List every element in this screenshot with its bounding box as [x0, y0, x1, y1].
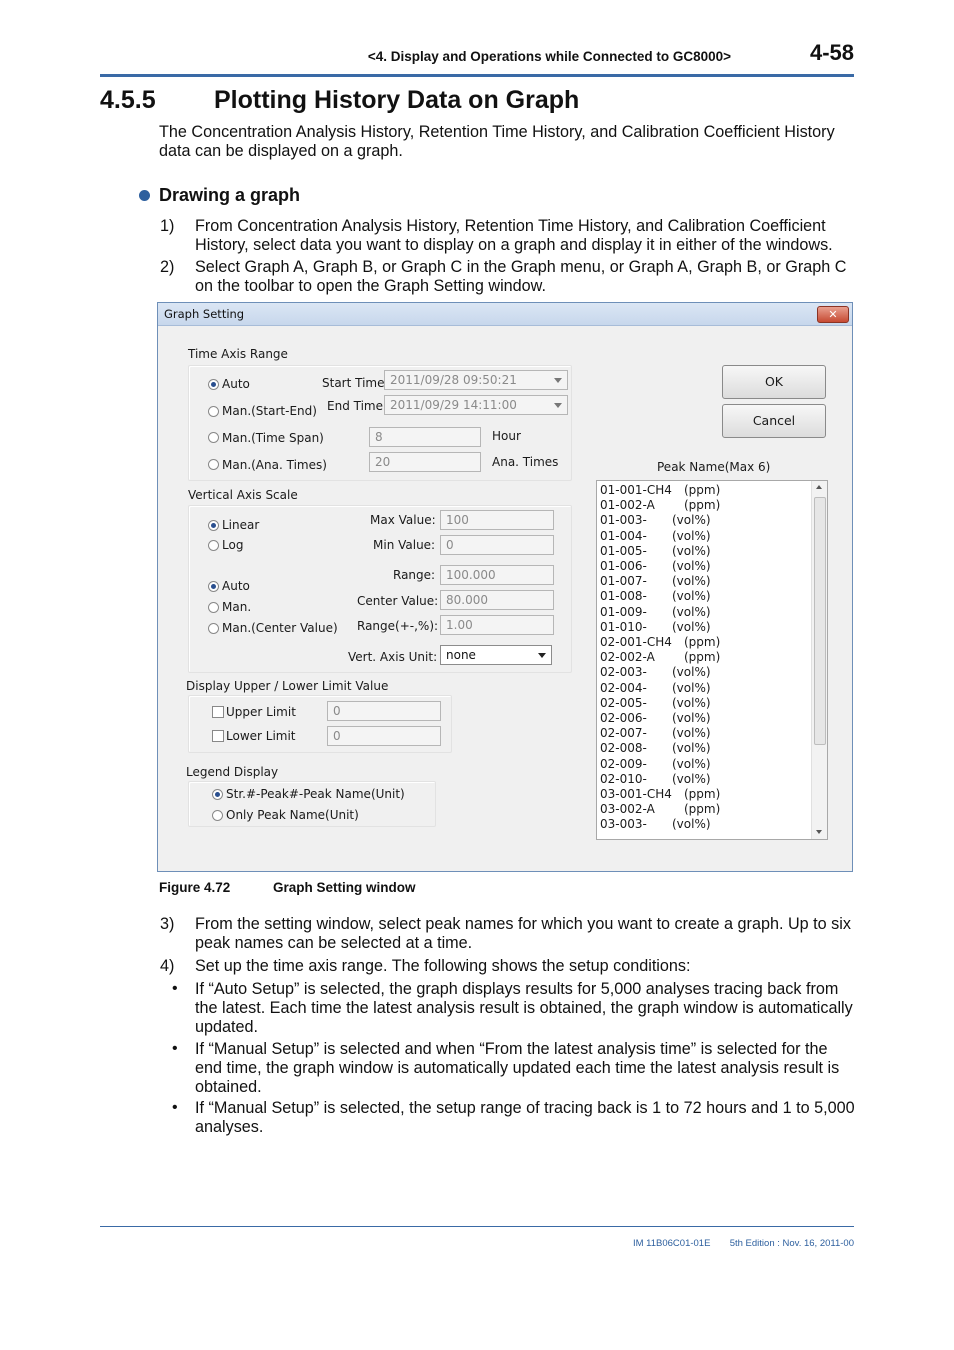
scroll-up-icon[interactable]	[816, 485, 822, 489]
lower-limit-checkbox[interactable]	[212, 730, 224, 742]
scrollbar[interactable]	[811, 481, 827, 839]
footer	[633, 1238, 854, 1249]
peak-name: 02-003-	[600, 665, 647, 680]
ana-times-label: Ana. Times	[492, 455, 559, 469]
scrollbar-thumb[interactable]	[814, 497, 826, 745]
radio-label: Log	[222, 538, 244, 552]
max-value-input[interactable]: 100	[440, 510, 554, 530]
min-value-input[interactable]: 0	[440, 535, 554, 555]
step-text: From the setting window, select peak names for which you want to create a graph. Up to six peak names can be selected at a time.	[195, 915, 851, 952]
max-value-label: Max Value:	[370, 513, 436, 527]
intro-paragraph: The Concentration Analysis History, Retention Time History, and Calibration Coefficient History data can be displayed on a graph.	[159, 123, 835, 160]
peak-unit: (vol%)	[672, 680, 711, 695]
peak-name: 02-010-	[600, 771, 647, 786]
close-icon[interactable]: ✕	[817, 306, 849, 323]
peak-name: 01-002-A	[600, 498, 655, 513]
bullet-icon: •	[172, 980, 178, 997]
center-value-label: Center Value:	[357, 594, 439, 608]
hour-input[interactable]: 8	[369, 427, 481, 447]
peak-unit: (ppm)	[684, 483, 721, 497]
peak-name: 02-005-	[600, 695, 647, 710]
radio-scale-man[interactable]	[208, 602, 219, 613]
chevron-down-icon	[538, 653, 546, 658]
peak-unit: (vol%)	[672, 543, 711, 558]
peak-unit: (ppm)	[684, 650, 721, 665]
peak-name: 03-001-CH4	[600, 787, 672, 801]
start-time-label: Start Time	[322, 376, 385, 390]
checkbox-label: Lower Limit	[226, 729, 296, 743]
peak-unit: (ppm)	[684, 635, 721, 649]
peak-unit: (vol%)	[672, 726, 711, 741]
peak-unit: (ppm)	[684, 787, 721, 801]
radio-label: Man.	[222, 600, 252, 614]
radio-label: Auto	[222, 377, 250, 391]
upper-limit-checkbox[interactable]	[212, 706, 224, 718]
radio-time-auto[interactable]	[208, 379, 219, 390]
chevron-down-icon	[554, 403, 562, 408]
header-rule	[100, 74, 854, 77]
peak-unit: (ppm)	[684, 498, 721, 513]
min-value-label: Min Value:	[373, 538, 436, 552]
radio-linear[interactable]	[208, 520, 219, 531]
peak-unit: (vol%)	[672, 589, 711, 604]
cancel-button[interactable]: Cancel	[722, 404, 826, 438]
peak-unit: (vol%)	[672, 619, 711, 634]
dialog-title: Graph Setting	[164, 307, 245, 321]
radio-time-man-ana[interactable]	[208, 459, 219, 470]
peak-unit: (vol%)	[672, 695, 711, 710]
peak-name: 02-006-	[600, 711, 647, 725]
peak-name: 01-009-	[600, 604, 647, 619]
peak-name: 03-003-	[600, 817, 647, 832]
peak-name: 03-002-A	[600, 802, 655, 817]
doc-id: IM 11B06C01-01E	[632, 1238, 711, 1249]
ana-times-input[interactable]: 20	[369, 452, 481, 472]
figure-number: Figure 4.72	[159, 880, 231, 895]
peak-name: 02-009-	[600, 756, 647, 771]
bullet-icon	[139, 190, 150, 201]
bullet-icon: •	[172, 1099, 178, 1116]
radio-label: Str.#-Peak#-Peak Name(Unit)	[226, 787, 405, 801]
peak-unit: (vol%)	[672, 559, 711, 573]
center-value-input[interactable]: 80.000	[440, 590, 554, 610]
figure-caption: Graph Setting window	[273, 880, 416, 895]
radio-label: Man.(Ana. Times)	[222, 458, 327, 472]
end-time-label: End Time	[327, 399, 383, 413]
peak-unit: (vol%)	[672, 817, 711, 832]
vert-axis-unit-label: Vert. Axis Unit:	[348, 650, 438, 664]
time-axis-label: Time Axis Range	[188, 347, 288, 361]
peak-unit: (vol%)	[672, 528, 711, 543]
peak-name: 02-007-	[600, 726, 647, 741]
vert-axis-unit-select[interactable]: none	[440, 645, 552, 665]
peak-name: 01-003-	[600, 513, 647, 528]
radio-label: Man.(Start-End)	[222, 404, 317, 418]
radio-legend-peak-only[interactable]	[212, 810, 223, 821]
bullet-text: If “Manual Setup” is selected, the setup range of tracing back is 1 to 72 hours and 1 to 5,000 analyses.	[195, 1099, 855, 1136]
radio-label: Man.(Center Value)	[222, 621, 338, 635]
subheading: Drawing a graph	[159, 185, 301, 205]
section-number: 4.5.5	[100, 86, 156, 114]
peak-unit: (ppm)	[684, 802, 721, 817]
scroll-down-icon[interactable]	[816, 830, 822, 834]
bullet-icon: •	[172, 1040, 178, 1057]
radio-scale-auto[interactable]	[208, 581, 219, 592]
peak-name: 01-006-	[600, 559, 647, 573]
peak-name: 02-001-CH4	[600, 635, 672, 649]
step-number: 4)	[160, 957, 175, 975]
footer-rule	[100, 1226, 854, 1227]
bullet-text: If “Manual Setup” is selected and when “From the latest analysis time” is selected for the end time, the graph window is automatically updated each time the latest analysis result is obtained.	[195, 1040, 840, 1096]
peak-unit: (vol%)	[672, 513, 711, 528]
step-text: From Concentration Analysis History, Retention Time History, and Calibration Coefficient History, select data you want to display on a graph and display it in either of the windows.	[195, 217, 833, 254]
radio-legend-full[interactable]	[212, 789, 223, 800]
range-label: Range:	[393, 568, 436, 582]
peak-name: 01-005-	[600, 543, 647, 558]
range-pm-input[interactable]: 1.00	[440, 615, 554, 635]
range-pm-label: Range(+-,%):	[357, 619, 439, 633]
step-number: 1)	[160, 217, 175, 235]
peak-unit: (vol%)	[672, 741, 711, 756]
chapter-title: <4. Display and Operations while Connected to GC8000>	[367, 49, 731, 64]
peak-name: 01-010-	[600, 619, 647, 634]
peak-name: 01-004-	[600, 528, 647, 543]
step-text: Select Graph A, Graph B, or Graph C in the Graph menu, or Graph A, Graph B, or Graph C on the toolbar to open the Graph Setting window.	[195, 258, 847, 295]
peak-name: 02-002-A	[600, 650, 655, 665]
peak-unit: (vol%)	[672, 665, 711, 680]
chevron-down-icon	[554, 378, 562, 383]
step-number: 3)	[160, 915, 175, 933]
step-number: 2)	[160, 258, 175, 276]
peak-name: 01-001-CH4	[600, 483, 672, 497]
peak-unit: (vol%)	[672, 756, 711, 771]
step-text: Set up the time axis range. The following shows the setup conditions:	[195, 957, 691, 975]
lower-limit-input[interactable]: 0	[327, 726, 441, 746]
radio-log[interactable]	[208, 540, 219, 551]
peak-name-list[interactable]	[596, 480, 828, 840]
bullet-text: If “Auto Setup” is selected, the graph displays results for 5,000 analyses tracing back from the latest. Each time the latest analysis result is obtained, the graph window is automatically updated.	[195, 980, 853, 1036]
hour-label: Hour	[492, 429, 521, 443]
radio-label: Man.(Time Span)	[222, 431, 324, 445]
radio-time-man-start-end[interactable]	[208, 406, 219, 417]
radio-scale-man-center[interactable]	[208, 623, 219, 634]
peak-name: 01-008-	[600, 589, 647, 604]
end-time-dropdown[interactable]: 2011/09/29 14:11:00	[384, 395, 568, 415]
limits-label: Display Upper / Lower Limit Value	[186, 679, 389, 693]
checkbox-label: Upper Limit	[226, 705, 296, 719]
peak-name: 01-007-	[600, 574, 647, 589]
peak-name: 02-004-	[600, 680, 647, 695]
radio-label: Auto	[222, 579, 250, 593]
peak-unit: (vol%)	[672, 711, 711, 725]
radio-label: Linear	[222, 518, 260, 532]
peak-name: 02-008-	[600, 741, 647, 756]
start-time-dropdown[interactable]: 2011/09/28 09:50:21	[384, 370, 568, 390]
page-number: 4-58	[809, 40, 854, 65]
peak-unit: (vol%)	[672, 604, 711, 619]
radio-label: Only Peak Name(Unit)	[226, 808, 359, 822]
legend-label: Legend Display	[186, 765, 279, 779]
range-input[interactable]: 100.000	[440, 565, 554, 585]
dialog-titlebar	[158, 303, 852, 326]
section-title: Plotting History Data on Graph	[214, 86, 580, 114]
peak-unit: (vol%)	[672, 771, 711, 786]
peak-name-label: Peak Name(Max 6)	[657, 460, 771, 474]
graph-setting-dialog	[157, 302, 853, 872]
ok-button[interactable]: OK	[722, 365, 826, 399]
upper-limit-input[interactable]: 0	[327, 701, 441, 721]
radio-time-man-span[interactable]	[208, 432, 219, 443]
peak-unit: (vol%)	[672, 574, 711, 589]
vertical-axis-label: Vertical Axis Scale	[188, 488, 298, 502]
edition: 5th Edition : Nov. 16, 2011-00	[729, 1238, 854, 1249]
